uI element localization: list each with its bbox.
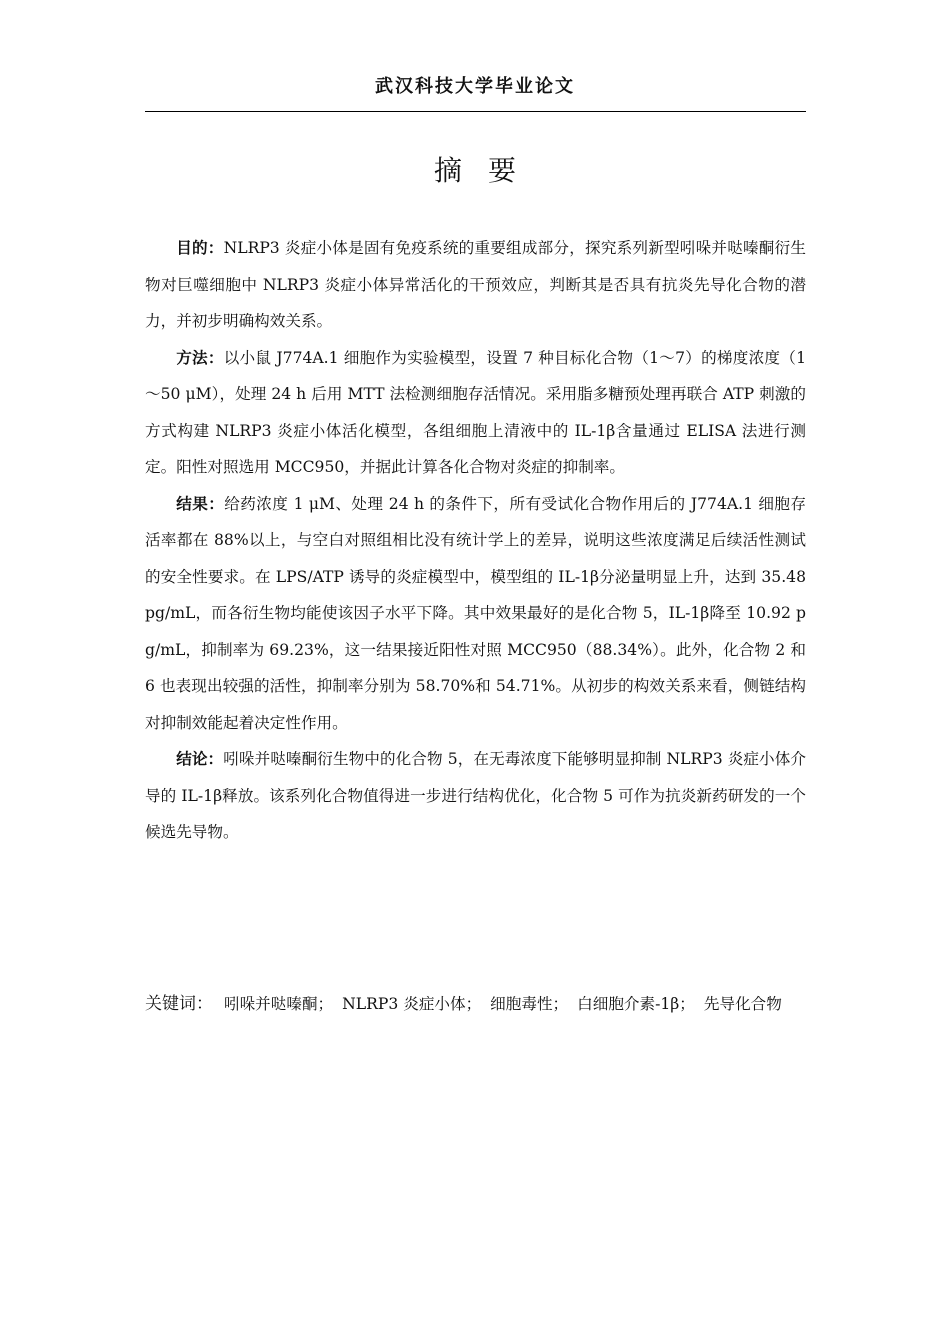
keyword-item: 先导化合物 — [703, 995, 782, 1013]
paragraph-label: 目的： — [176, 239, 224, 257]
page-header: 武汉科技大学毕业论文 — [375, 76, 575, 97]
paragraph-text: 给药浓度 1 μM、处理 24 h 的条件下，所有受试化合物作用后的 J774A.1 细胞存活率都在 88%以上，与空白对照组相比没有统计学上的差异，说明这些浓度满足后续活性测试的安全性要求。在 LPS/ATP 诱导的炎症模型中，模型组的 IL-1β分泌量明显上升，达到 35.48 pg/mL，而各衍生物均能使该因子水平下降。其中效果最好的是化合物 5，IL-1β降至 10.92 pg/mL，抑制率为 69.23%，这一结果接近阳性对照 MCC950（88.34%）。此外，化合物 2 和 6 也表现出较强的活性，抑制率分别为 58.70%和 54.71%。从初步的构效关系来看，侧链结构对抑制效能起着决定性作用。 — [145, 494, 806, 732]
paragraph-label: 方法： — [176, 348, 224, 367]
abstract-paragraph-methods — [145, 340, 806, 486]
paragraph-text: NLRP3 炎症小体是固有免疫系统的重要组成部分，探究系列新型吲哚并哒嗪酮衍生物对巨噬细胞中 NLRP3 炎症小体异常活化的干预效应，判断其是否具有抗炎先导化合物的潜力，并初步明确构效关系。 — [145, 239, 806, 330]
abstract-paragraph-conclusion — [145, 741, 806, 851]
paragraph-text: 吲哚并哒嗪酮衍生物中的化合物 5，在无毒浓度下能够明显抑制 NLRP3 炎症小体介导的 IL-1β释放。该系列化合物值得进一步进行结构优化，化合物 5 可作为抗炎新药研发的一个候选先导物。 — [145, 750, 806, 841]
keywords-label: 关键词： — [145, 994, 213, 1014]
keyword-item: 吲哚并哒嗪酮； — [223, 995, 334, 1013]
abstract-title: 摘要 — [433, 154, 542, 187]
paragraph-label: 结果： — [176, 494, 225, 513]
paragraph-label: 结论： — [176, 750, 224, 768]
abstract-paragraph-results — [145, 486, 806, 742]
keyword-item: NLRP3 炎症小体； — [342, 995, 482, 1013]
keyword-item: 白细胞介素-1β； — [577, 995, 695, 1013]
abstract-body — [145, 230, 806, 851]
keyword-item: 细胞毒性； — [490, 995, 569, 1013]
paragraph-text: 以小鼠 J774A.1 细胞作为实验模型，设置 7 种目标化合物（1～7）的梯度浓度（1～50 μM），处理 24 h 后用 MTT 法检测细胞存活情况。采用脂多糖预处理再联合 ATP 刺激的方式构建 NLRP3 炎症小体活化模型，各组细胞上清液中的 IL-1β含量通过 ELISA 法进行测定。阳性对照选用 MCC950，并据此计算各化合物对炎症的抑制率。 — [145, 348, 806, 476]
header-rule — [145, 111, 806, 112]
keywords-section — [145, 985, 806, 1023]
abstract-paragraph-purpose — [145, 230, 806, 340]
